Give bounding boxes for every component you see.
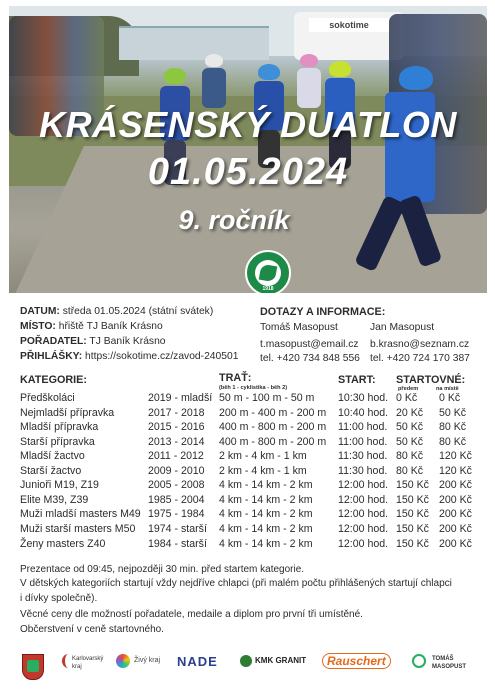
cell-years: 2009 - 2010 <box>148 464 205 477</box>
header-track: TRAŤ: <box>219 372 252 384</box>
cell-track: 2 km - 4 km - 1 km <box>219 464 307 477</box>
cell-fee-pre: 150 Kč <box>396 537 429 550</box>
cell-track: 200 m - 400 m - 200 m <box>219 406 327 419</box>
table-row <box>0 450 495 465</box>
cell-fee-onsite: 50 Kč <box>439 406 467 419</box>
notes <box>20 563 490 637</box>
contact-email-1[interactable]: t.masopust@email.cz <box>260 339 359 350</box>
van-banner: sokotime <box>309 18 389 32</box>
cell-fee-pre: 0 Kč <box>396 392 418 404</box>
cell-track: 4 km - 14 km - 2 km <box>219 508 313 521</box>
karlovarsky-line2: kraj <box>72 664 82 670</box>
header-category: KATEGORIE: <box>20 374 87 386</box>
cell-fee-onsite: 200 Kč <box>439 522 472 535</box>
cell-category: Předškoláci <box>20 392 75 404</box>
cell-years: 2017 - 2018 <box>148 406 205 419</box>
note-presentation: Prezentace od 09:45, nejpozději 30 min. před startem kategorie. <box>20 564 305 575</box>
club-logo <box>245 250 291 293</box>
info-organizer-value: TJ Baník Krásno <box>89 336 166 347</box>
table-row <box>0 407 495 422</box>
hero-photo <box>9 6 487 293</box>
cell-years: 2015 - 2016 <box>148 421 205 434</box>
info-date <box>20 304 213 319</box>
cell-category: Elite M39, Z39 <box>20 493 89 506</box>
table-row <box>0 523 495 538</box>
cell-track: 400 m - 800 m - 200 m <box>219 435 327 448</box>
cell-years: 2011 - 2012 <box>148 450 204 463</box>
header-fee-pre: předem <box>398 386 419 392</box>
info-organizer <box>20 334 166 349</box>
table-row <box>0 494 495 509</box>
info-registration <box>20 349 238 364</box>
info-place-value: hřiště TJ Baník Krásno <box>58 321 163 332</box>
cell-category: Muži mladší masters M49 <box>20 508 141 521</box>
info-place <box>20 319 163 334</box>
cell-fee-pre: 150 Kč <box>396 522 429 535</box>
cell-fee-pre: 150 Kč <box>396 508 429 521</box>
leaf-icon <box>259 264 278 283</box>
club-logo-year: 1918 <box>262 286 274 292</box>
fence <box>119 26 269 60</box>
cell-fee-onsite: 120 Kč <box>439 464 472 477</box>
note-prizes: Věcné ceny dle možností pořadatele, medaile a diplom pro první tři umístěné. <box>20 609 363 621</box>
registration-link[interactable]: https://sokotime.cz/zavod-240501 <box>85 351 239 362</box>
cell-start: 12:00 hod. <box>338 537 389 550</box>
info-place-label: MÍSTO: <box>20 321 56 332</box>
cell-track: 400 m - 800 m - 200 m <box>219 421 327 434</box>
kmk-granit-text: KMK GRANIT <box>255 656 307 665</box>
masopust-text: MASOPUST <box>432 664 467 670</box>
cell-category: Ženy masters Z40 <box>20 537 106 550</box>
cell-years: 1984 - starší <box>148 537 207 550</box>
cell-fee-pre: 20 Kč <box>396 406 424 419</box>
crest-icon <box>22 654 44 680</box>
note-start-order-cont: i dívky společně). <box>20 592 98 604</box>
cell-years: 1975 - 1984 <box>148 508 205 521</box>
cell-start: 11:00 hod. <box>338 435 388 448</box>
cell-start: 11:30 hod. <box>338 464 388 477</box>
header-track-sub: (běh 1 - cyklistika - běh 2) <box>219 385 288 391</box>
cell-fee-pre: 150 Kč <box>396 493 429 506</box>
cell-fee-onsite: 200 Kč <box>439 493 472 506</box>
cell-track: 4 km - 14 km - 2 km <box>219 493 313 506</box>
cell-fee-onsite: 80 Kč <box>439 421 467 434</box>
cell-fee-pre: 80 Kč <box>396 464 424 477</box>
table-row <box>0 421 495 436</box>
table-row <box>0 479 495 494</box>
header-fee-onsite: na místě <box>436 386 459 392</box>
cell-fee-onsite: 200 Kč <box>439 479 472 492</box>
cell-track: 50 m - 100 m - 50 m <box>219 392 315 404</box>
club-logo-emblem <box>255 260 281 286</box>
cell-start: 12:00 hod. <box>338 508 389 521</box>
cell-start: 12:00 hod. <box>338 522 389 535</box>
tomas-text: TOMÁŠ <box>432 656 454 662</box>
zivy-kraj-text: Živý kraj <box>134 657 161 664</box>
cell-fee-onsite: 120 Kč <box>439 450 472 463</box>
info-organizer-label: POŘADATEL: <box>20 336 87 347</box>
header-start: START: <box>338 374 376 386</box>
contact-phone-1: tel. +420 734 848 556 <box>260 353 360 364</box>
table-row <box>0 465 495 480</box>
cell-years: 2019 - mladší <box>148 392 213 404</box>
event-edition: 9. ročník <box>178 205 290 235</box>
cell-start: 12:00 hod. <box>338 493 389 506</box>
info-registration-label: PŘIHLÁŠKY: <box>20 351 83 362</box>
note-refreshments: Občerstvení v ceně startovného. <box>20 623 164 635</box>
cell-years: 1974 - starší <box>148 522 207 535</box>
table-row <box>0 392 495 407</box>
cell-start: 11:30 hod. <box>338 450 388 463</box>
cyclist-icon <box>412 654 426 668</box>
cell-fee-pre: 80 Kč <box>396 450 424 463</box>
sponsor-bar <box>0 650 495 690</box>
cell-category: Muži starší masters M50 <box>20 522 136 535</box>
cell-start: 10:40 hod. <box>338 406 389 419</box>
contact-phone-2: tel. +420 724 170 387 <box>370 353 470 364</box>
contact-person-2: Jan Masopust <box>370 322 435 333</box>
cell-track: 4 km - 14 km - 2 km <box>219 479 313 492</box>
cell-start: 11:00 hod. <box>338 421 388 434</box>
cell-start: 12:00 hod. <box>338 479 389 492</box>
contacts-heading: DOTAZY A INFORMACE: <box>260 306 386 318</box>
event-title: KRÁSENSKÝ DUATLON <box>39 104 457 145</box>
cell-start: 10:30 hod. <box>338 392 389 404</box>
cell-category: Junioři M19, Z19 <box>20 479 99 492</box>
table-row <box>0 508 495 523</box>
cell-track: 4 km - 14 km - 2 km <box>219 522 313 535</box>
cell-fee-onsite: 80 Kč <box>439 435 467 448</box>
karlovarsky-line1: Karlovarský <box>72 656 104 662</box>
cell-category: Starší přípravka <box>20 435 95 448</box>
cell-category: Mladší žactvo <box>20 450 85 463</box>
table-row <box>0 436 495 451</box>
rauschert-logo: Rauschert <box>322 653 391 669</box>
contact-email-2[interactable]: b.krasno@seznam.cz <box>370 339 470 350</box>
cell-years: 2013 - 2014 <box>148 435 205 448</box>
header-fee: STARTOVNÉ: <box>396 374 466 386</box>
cell-fee-onsite: 200 Kč <box>439 508 472 521</box>
cell-track: 2 km - 4 km - 1 km <box>219 450 307 463</box>
info-date-value: středa 01.05.2024 (státní svátek) <box>62 306 214 317</box>
event-date: 01.05.2024 <box>147 151 349 193</box>
cell-fee-onsite: 200 Kč <box>439 537 472 550</box>
cell-fee-pre: 150 Kč <box>396 479 429 492</box>
cell-category: Nejmladší přípravka <box>20 406 115 419</box>
note-start-order: V dětských kategoriích startují vždy nejdříve chlapci (při malém počtu přihlášených startují chlapci <box>20 578 452 590</box>
cell-fee-onsite: 0 Kč <box>439 392 461 404</box>
cell-category: Mladší přípravka <box>20 421 99 434</box>
cell-fee-pre: 50 Kč <box>396 421 424 434</box>
nade-logo: NADE <box>177 654 218 669</box>
kmk-circle-icon <box>240 655 252 667</box>
cell-category: Starší žactvo <box>20 464 82 477</box>
table-row <box>0 538 495 553</box>
cell-track: 4 km - 14 km - 2 km <box>219 537 313 550</box>
cell-years: 1985 - 2004 <box>148 493 205 506</box>
info-date-label: DATUM: <box>20 306 60 317</box>
cell-years: 2005 - 2008 <box>148 479 205 492</box>
cell-fee-pre: 50 Kč <box>396 435 424 448</box>
contact-person-1: Tomáš Masopust <box>260 322 338 333</box>
flower-icon <box>116 654 130 668</box>
